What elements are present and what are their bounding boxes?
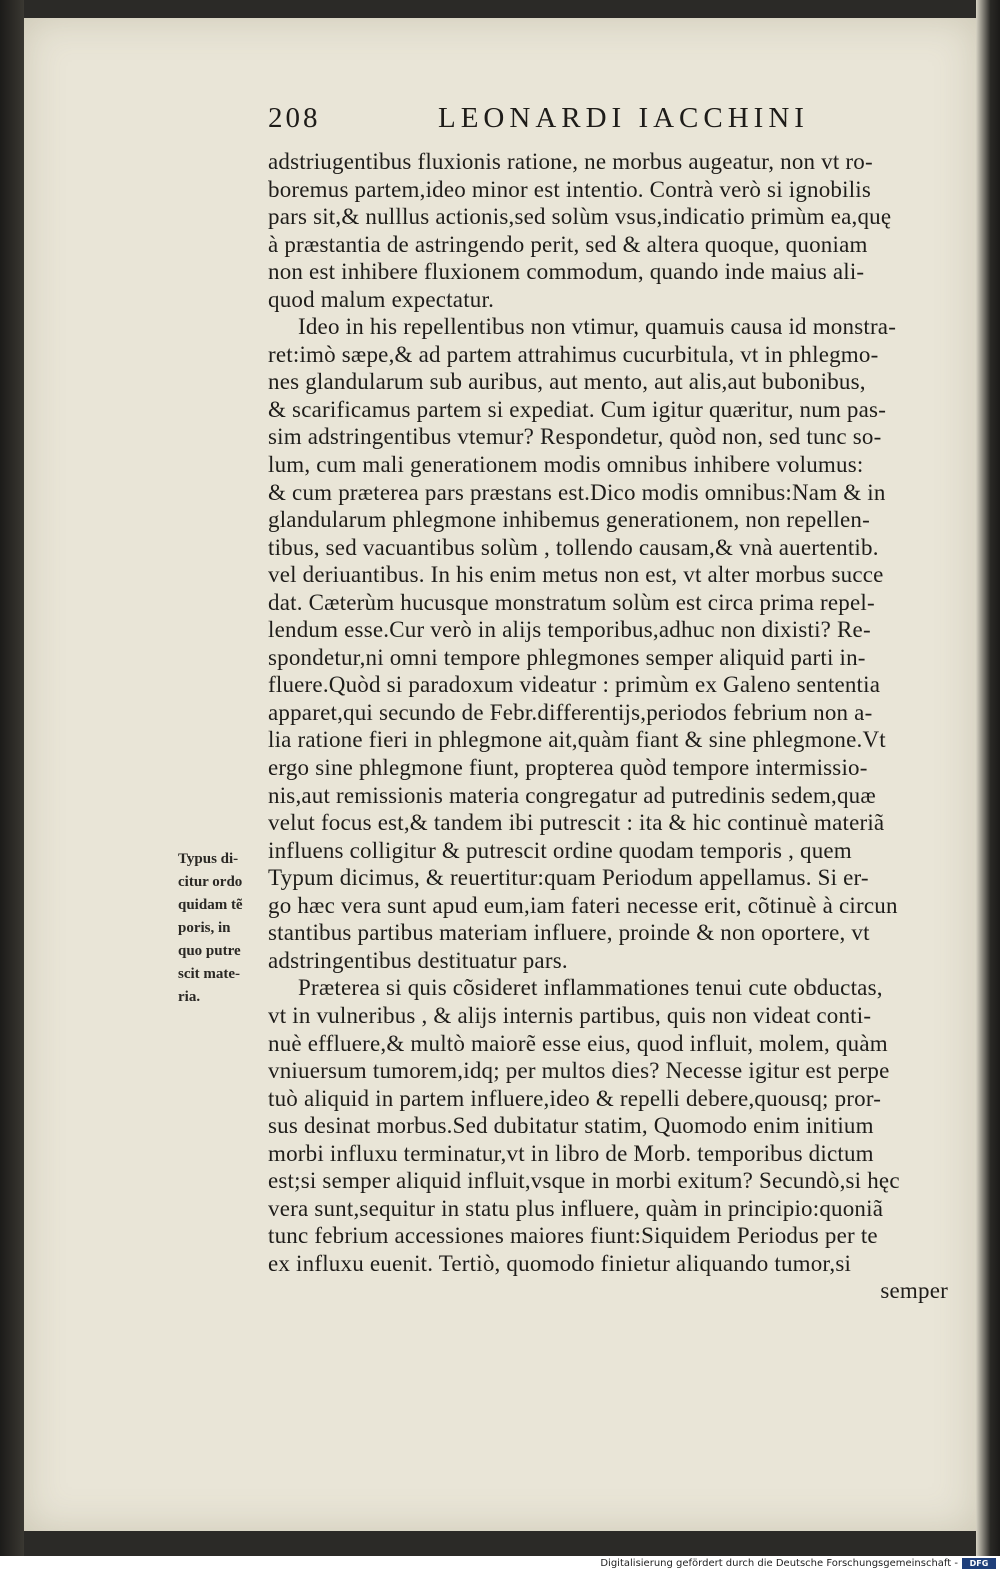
text-line: dat. Cæterùm hucusque monstratum solùm est circa prima repel- <box>268 589 875 615</box>
scan-edge-right <box>976 0 1000 1556</box>
page-number: 208 <box>268 102 321 134</box>
dfg-logo: DFG <box>962 1558 996 1569</box>
marginal-note-line: poris, in <box>178 920 231 936</box>
text-line: Ideo in his repellentibus non vtimur, quamuis causa id monstra- <box>298 314 897 340</box>
text-line: apparet,qui secundo de Febr.differentijs,periodos febrium non a- <box>268 699 873 725</box>
text-line: lum, cum mali generationem modis omnibus inhibere volumus: <box>268 452 864 478</box>
text-line: ergo sine phlegmone fiunt, propterea quòd tempore intermissio- <box>268 755 868 781</box>
text-line: & scarificamus partem si expediat. Cum igitur quæritur, num pas- <box>268 396 887 422</box>
text-line: influens colligitur & putrescit ordine quodam temporis , quem <box>268 837 852 863</box>
text-line: tunc febrium accessiones maiores fiunt:Siquidem Periodus per te <box>268 1223 878 1249</box>
text-line: vt in vulneribus , & alijs internis partibus, quis non videat conti- <box>268 1002 872 1028</box>
text-line: Typum dicimus, & reuertitur:quam Periodum appellamus. Si er- <box>268 865 869 891</box>
text-line: est;si semper aliquid influit,vsque in morbi exitum? Secundò,si hęc <box>268 1168 900 1194</box>
marginal-note-line: Typus di- <box>178 851 239 867</box>
footer-credit: Digitalisierung gefördert durch die Deutsche Forschungsgemeinschaft - <box>600 1558 958 1569</box>
catchword: semper <box>880 1278 948 1304</box>
text-line: ex influxu euenit. Tertiò, quomodo finietur aliquando tumor,si <box>268 1250 852 1276</box>
text-line: non est inhibere fluxionem commodum, quando inde maius ali- <box>268 259 865 285</box>
text-line: ret:imò sæpe,& ad partem attrahimus cucurbitula, vt in phlegmo- <box>268 341 879 367</box>
text-line: vniuersum tumorem,idq; per multos dies? Necesse igitur est perpe <box>268 1058 890 1084</box>
text-line: fluere.Quòd si paradoxum videatur : primùm ex Galeno sententia <box>268 672 881 698</box>
text-line: lia ratione fieri in phlegmone ait,quàm fiant & sine phlegmone.Vt <box>268 727 886 753</box>
marginal-note-line: quo putre <box>178 943 241 959</box>
running-head <box>268 102 958 142</box>
marginal-note-line: ria. <box>178 989 201 1005</box>
text-line: morbi influxu terminatur,vt in libro de Morb. temporibus dictum <box>268 1140 874 1166</box>
text-line: & cum præterea pars præstans est.Dico modis omnibus:Nam & in <box>268 479 886 505</box>
text-line: tibus, sed vacuantibus solùm , tollendo causam,& vnà auertentib. <box>268 534 879 560</box>
scan-edge-left <box>0 0 24 1556</box>
marginal-note <box>178 848 270 1009</box>
marginal-note-line: quidam tẽ <box>178 897 243 913</box>
text-line: vel deriuantibus. In his enim metus non est, vt alter morbus succe <box>268 562 884 588</box>
text-line: vera sunt,sequitur in statu plus influere, quàm in principio:quoniã <box>268 1195 884 1221</box>
text-line: spondetur,ni omni tempore phlegmones semper aliquid parti in- <box>268 644 866 670</box>
text-line: lendum esse.Cur verò in alijs temporibus,adhuc non dixisti? Re- <box>268 617 871 643</box>
marginal-note-line: scit mate- <box>178 966 241 982</box>
text-line: nis,aut remissionis materia congregatur ad putredinis sedem,quæ <box>268 782 876 808</box>
text-line: à præstantia de astringendo perit, sed & altera quoque, quoniam <box>268 231 868 257</box>
text-line: sim adstringentibus vtemur? Respondetur, quòd non, sed tunc so- <box>268 424 882 450</box>
text-line: velut focus est,& tandem ibi putrescit : ita & hic continuè materiã <box>268 810 885 836</box>
text-line: quod malum expectatur. <box>268 286 495 312</box>
text-line: nuè effluere,& multò maiorẽ esse eius, quod influit, molem, quàm <box>268 1030 888 1056</box>
text-line: stantibus partibus materiam influere, proinde & non oportere, vt <box>268 920 870 946</box>
text-line: adstriugentibus fluxionis ratione, ne morbus augeatur, non vt ro- <box>268 149 873 174</box>
text-line: adstringentibus destituatur pars. <box>268 947 568 973</box>
running-head-title: LEONARDI IACCHINI <box>438 102 809 134</box>
text-line: glandularum phlegmone inhibemus generationem, non repellen- <box>268 507 870 533</box>
text-line: pars sit,& nulllus actionis,sed solùm vsus,indicatio primùm ea,quę <box>268 204 892 230</box>
marginal-note-line: citur ordo <box>178 874 243 890</box>
text-line: tuò aliquid in partem influere,ideo & repelli debere,quousq; pror- <box>268 1085 882 1111</box>
text-line: boremus partem,ideo minor est intentio. Contrà verò si ignobilis <box>268 176 872 202</box>
text-line: go hæc vera sunt apud eum,iam fateri necesse erit, cõtinuè à circun <box>268 892 898 918</box>
text-line: sus desinat morbus.Sed dubitatur statim, Quomodo enim initium <box>268 1113 874 1139</box>
footer-bar <box>0 1556 1000 1571</box>
text-line: Præterea si quis cõsideret inflammationes tenui cute obductas, <box>298 975 883 1001</box>
text-line: nes glandularum sub auribus, aut mento, aut alis,aut bubonibus, <box>268 369 866 395</box>
body-text <box>268 148 968 1305</box>
